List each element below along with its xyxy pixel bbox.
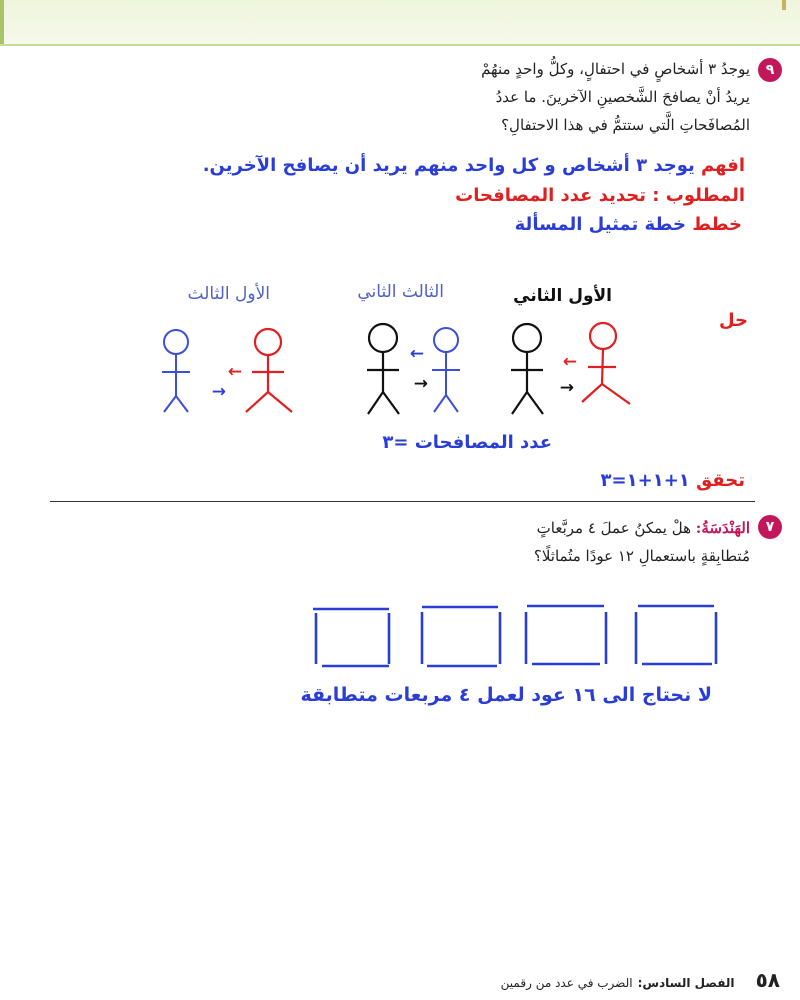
arrow-right-pair-1: → [559,378,574,398]
problem-7-line-1 [534,514,750,542]
arrow-left-pair-3: ← [227,362,242,382]
problem-7-topic: الهَنْدَسَةُ: [695,519,750,537]
stick-figure-red-1 [582,323,630,404]
stick-figure-black-1 [511,324,543,414]
page-footer [501,968,780,992]
matchstick-squares [313,606,716,666]
problem-7-answer: لا نحتاج الى ١٦ عود لعمل ٤ مربعات متطابقة [300,684,712,706]
arrow-right-pair-3: → [211,382,226,402]
problem-9-line-1: يوجدُ ٣ أشخاصٍ في احتفالٍ، وكلُّ واحدٍ منهُمْ [481,60,750,78]
stick-figure-red-3 [246,329,292,412]
check-line [601,470,745,491]
stick-square-1 [313,609,389,666]
required-line: المطلوب : تحديد عدد المصافحات [455,185,745,206]
pair-3-label: الأول الثالث [187,284,270,304]
problem-9-badge: ٩ [758,58,782,82]
understand-label: افهم [701,155,745,176]
arrow-left-pair-2: ← [409,344,424,364]
check-text: ١+١+١=٣ [600,470,690,491]
pair-1-label: الأول الثاني [513,286,612,306]
stick-square-4 [636,606,716,664]
arrow-right-pair-2: → [413,374,428,394]
stick-square-2 [422,607,500,666]
check-label: تحقق [696,470,745,491]
plan-text: خطة تمثيل المسألة [514,214,686,235]
problem-9-line-3: المُصافَحاتِ الَّتي ستتمُّ في هذا الاحتفالِ؟ [501,116,750,134]
problem-7-question-part-1: هلْ يمكنُ عملَ ٤ مربَّعاتٍ [536,519,692,537]
pair-2-label: الثالث الثاني [357,282,444,302]
chapter-label: الفصل السادس: [637,976,735,990]
solve-label: حل [718,310,748,331]
problem-7-badge: ٧ [758,515,782,539]
section-divider [50,501,755,502]
chapter-title: الضرب في عدد من رقمين [500,976,633,990]
stick-square-3 [526,606,606,664]
page-number: ٥٨ [755,968,780,992]
problem-9-line-2: يريدُ أنْ يصافحَ الشَّخصينِ الآخرينَ. ما عددُ [495,88,750,106]
problem-7-line-2: مُتطابِقةٍ باستعمالِ ١٢ عودًا متُماثلًا؟ [533,547,750,565]
stick-figure-black-2 [367,324,399,414]
understand-text: يوجد ٣ أشخاص و كل واحد منهم يريد أن يصافح الآخرين. [202,155,695,176]
handshake-count: عدد المصافحات =٣ [382,432,552,453]
stick-figure-blue-3 [162,330,190,412]
arrow-left-pair-1: ← [562,352,577,372]
problem-7-text [534,514,750,570]
stick-figure-blue-2 [432,328,460,412]
plan-label: خطط [692,214,742,235]
